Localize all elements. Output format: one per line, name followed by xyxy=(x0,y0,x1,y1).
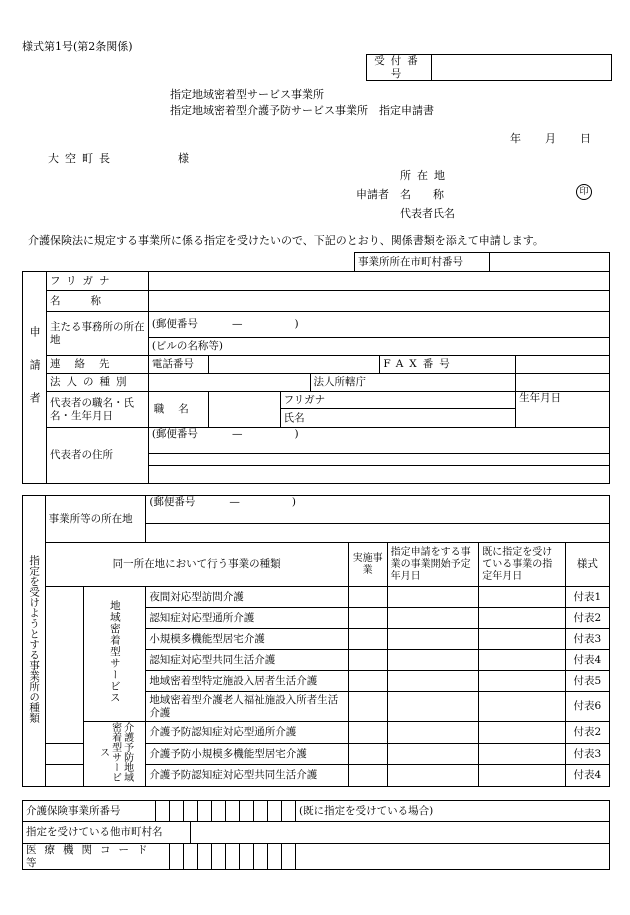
form-ref: 付表4 xyxy=(565,650,609,671)
form-ref: 付表5 xyxy=(565,671,609,692)
header-existing: 既に指定を受けている事業の指定年月日 xyxy=(479,543,565,587)
insurance-no-digit[interactable] xyxy=(198,801,212,822)
office-type-table xyxy=(22,495,610,787)
medical-code-digit[interactable] xyxy=(268,844,282,870)
medical-code-digit[interactable] xyxy=(226,844,240,870)
medical-code-digit[interactable] xyxy=(282,844,296,870)
office-city-code-label: 事業所所在市町村番号 xyxy=(355,253,490,272)
service-name: 認知症対応型共同生活介護 xyxy=(146,650,348,671)
office-type-side-label: 指定を受けようとする事業所の種類 xyxy=(23,496,46,787)
reception-label: 受付番号 xyxy=(367,55,432,81)
title-line-1: 指定地域密着型サービス事業所 xyxy=(170,88,324,101)
form-ref: 付表2 xyxy=(565,722,609,744)
group2-label: 介護予防地域密着型サービス xyxy=(83,722,145,787)
insurance-no-label: 介護保険事業所番号 xyxy=(23,801,156,822)
other-city-row xyxy=(23,822,610,844)
insurance-no-digit[interactable] xyxy=(226,801,240,822)
birthdate-label[interactable]: 生年月日 xyxy=(516,392,610,428)
header-type: 同一所在地において行う事業の種類 xyxy=(45,543,348,587)
applicant-table xyxy=(22,271,610,484)
furigana-label: フリガナ xyxy=(46,272,148,291)
rep-address-line-2[interactable] xyxy=(148,466,609,484)
impl-check[interactable] xyxy=(348,629,387,650)
medical-code-digit[interactable] xyxy=(254,844,268,870)
rep-furigana[interactable]: フリガナ xyxy=(280,392,516,409)
seal-icon: 印 xyxy=(576,184,592,200)
fax-field[interactable] xyxy=(516,356,610,374)
service-name: 地域密着型介護老人福祉施設入所者生活介護 xyxy=(146,692,348,722)
phone-field[interactable] xyxy=(208,356,380,374)
form-ref: 付表3 xyxy=(565,743,609,765)
office-location-postal[interactable]: (郵便番号 — ) xyxy=(146,496,610,524)
form-ref: 付表3 xyxy=(565,629,609,650)
medical-code-digit[interactable] xyxy=(212,844,226,870)
reception-field[interactable] xyxy=(432,55,612,81)
other-city-label: 指定を受けている他市町村名 xyxy=(23,822,191,843)
corp-authority-label: 法人所轄庁 xyxy=(310,374,516,392)
form-ref: 付表4 xyxy=(565,765,609,787)
service-name: 認知症対応型通所介護 xyxy=(146,608,348,629)
rep-name[interactable]: 氏名 xyxy=(280,409,516,428)
phone-label: 電話番号 xyxy=(148,356,208,374)
position-label: 職名 xyxy=(148,392,208,428)
applicant-address-label: 所在地 xyxy=(400,169,451,182)
header-form: 様式 xyxy=(565,543,609,587)
medical-code-digit[interactable] xyxy=(240,844,254,870)
rep-address-postal[interactable]: (郵便番号 — ) xyxy=(148,428,609,454)
office-location-label: 事業所等の所在地 xyxy=(45,496,146,543)
title-line-2: 指定地域密着型介護予防サービス事業所 指定申請書 xyxy=(170,104,434,117)
medical-code-rest[interactable] xyxy=(296,844,610,870)
form-ref: 付表6 xyxy=(565,692,609,722)
impl-check[interactable] xyxy=(348,587,387,608)
rep-address-line[interactable] xyxy=(148,454,609,466)
corp-type-field[interactable] xyxy=(148,374,310,392)
applicant-rep-label: 代表者氏名 xyxy=(400,207,455,220)
impl-check[interactable] xyxy=(348,765,387,787)
insurance-note: (既に指定を受けている場合) xyxy=(296,801,610,822)
intro-text: 介護保険法に規定する事業所に係る指定を受けたいので、下記のとおり、関係書類を添えて申請します。 xyxy=(28,234,544,247)
name-field[interactable] xyxy=(148,291,609,312)
addressee: 大空町長 xyxy=(48,152,116,165)
office-city-code-field[interactable] xyxy=(490,253,610,272)
name-label: 名称 xyxy=(46,291,148,312)
insurance-no-digit[interactable] xyxy=(282,801,296,822)
rep-info-label: 代表者の職名・氏名・生年月日 xyxy=(46,392,148,428)
service-name: 介護予防小規模多機能型居宅介護 xyxy=(146,743,348,765)
applicant-name-label: 名称 xyxy=(400,188,466,201)
medical-code-digit[interactable] xyxy=(198,844,212,870)
corp-authority-field[interactable] xyxy=(516,374,610,392)
impl-check[interactable] xyxy=(348,608,387,629)
service-name: 小規模多機能型居宅介護 xyxy=(146,629,348,650)
main-office-label: 主たる事務所の所在地 xyxy=(46,312,148,356)
insurance-no-digit[interactable] xyxy=(155,801,170,822)
impl-check[interactable] xyxy=(348,650,387,671)
reception-box xyxy=(366,54,612,81)
corp-type-label: 法人の種別 xyxy=(46,374,148,392)
applicant-side-label: 申請者 xyxy=(23,272,47,484)
medical-code-digit[interactable] xyxy=(170,844,184,870)
rep-address-label: 代表者の住所 xyxy=(46,428,148,484)
contact-label: 連絡先 xyxy=(46,356,148,374)
form-number: 様式第1号(第2条関係) xyxy=(22,40,133,53)
header-start: 指定申請をする事業の事業開始予定年月日 xyxy=(387,543,479,587)
impl-check[interactable] xyxy=(348,692,387,722)
service-name: 介護予防認知症対応型共同生活介護 xyxy=(146,765,348,787)
medical-code-label: 医療機関コード等 xyxy=(23,844,170,870)
insurance-no-digit[interactable] xyxy=(254,801,268,822)
position-field[interactable] xyxy=(208,392,280,428)
service-name: 地域密着型特定施設入居者生活介護 xyxy=(146,671,348,692)
applicant-label: 申請者 xyxy=(356,188,389,201)
group1-label: 地域密着型サービス xyxy=(83,587,145,722)
service-name: 夜間対応型訪問介護 xyxy=(146,587,348,608)
form-ref: 付表1 xyxy=(565,587,609,608)
impl-check[interactable] xyxy=(348,671,387,692)
insurance-no-digit[interactable] xyxy=(184,801,198,822)
impl-check[interactable] xyxy=(348,743,387,765)
insurance-no-digit[interactable] xyxy=(268,801,282,822)
insurance-no-digit[interactable] xyxy=(240,801,254,822)
furigana-field[interactable] xyxy=(148,272,609,291)
date-year: 年 xyxy=(510,132,521,145)
service-name: 介護予防認知症対応型通所介護 xyxy=(146,722,348,744)
header-impl: 実施事業 xyxy=(348,543,387,587)
insurance-no-digit[interactable] xyxy=(170,801,184,822)
date-day: 日 xyxy=(580,132,591,145)
main-office-building[interactable]: (ビルの名称等) xyxy=(148,338,609,356)
insurance-no-digit[interactable] xyxy=(212,801,226,822)
medical-code-digit[interactable] xyxy=(184,844,198,870)
main-office-postal[interactable]: (郵便番号 — ) xyxy=(148,312,609,338)
fax-label: FAX番号 xyxy=(380,356,516,374)
footer-table xyxy=(22,800,610,870)
office-city-code-box xyxy=(354,252,610,272)
impl-check[interactable] xyxy=(348,722,387,744)
form-ref: 付表2 xyxy=(565,608,609,629)
office-location-line[interactable] xyxy=(146,524,610,543)
addressee-suffix: 様 xyxy=(178,152,189,165)
date-month: 月 xyxy=(545,132,556,145)
